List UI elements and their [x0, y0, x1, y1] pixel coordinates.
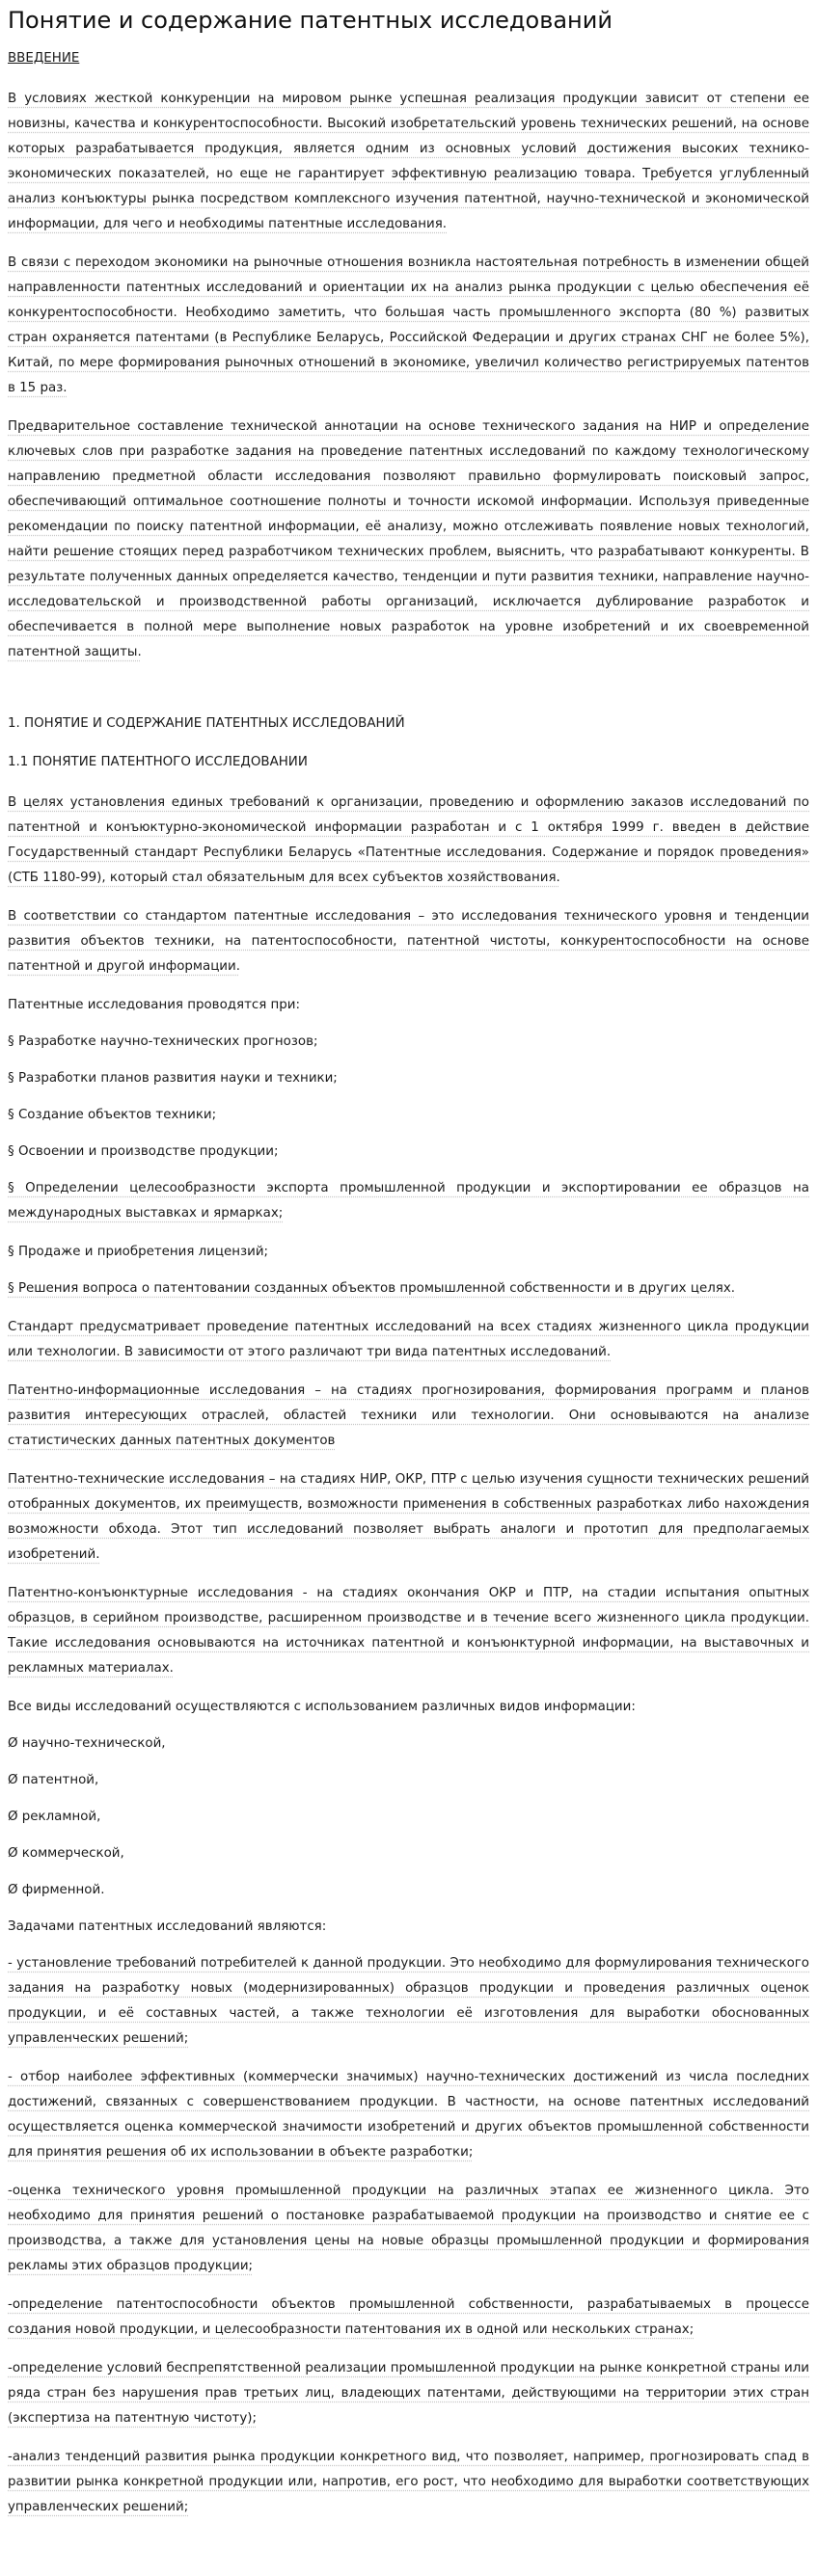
page-title: Понятие и содержание патентных исследований — [8, 7, 613, 34]
paragraph-definition: В соответствии со стандартом патентные исследования – это исследования технического уровня и тенденции развития объектов техники, на патентоспособности, патентной чистоты, конкурентоспособности на основе патентной и другой информации. — [8, 909, 809, 974]
list-item: § Продаже и приобретения лицензий; — [8, 1245, 269, 1259]
intro-heading: ВВЕДЕНИЕ — [8, 51, 80, 66]
list-item: Ø научно-технической, — [8, 1736, 166, 1751]
subsection-heading: 1.1 ПОНЯТИЕ ПАТЕНТНОГО ИССЛЕДОВАНИИ — [8, 755, 308, 769]
intro-paragraph-1: В условиях жесткой конкуренции на мировом рынке успешная реализация продукции зависит от степени ее новизны, качества и конкурентоспособности. Высокий изобретательский уровень технических решений, на основе которых разрабатывается продукция, является одним из основных условий достижения высоких технико-экономических показателей, но еще не гарантирует эффективную реализацию товара. Требуется углубленный анализ конъюктуры рынка посредством комплексного изучения патентной, научно-технической и экономической информации, для чего и необходимы патентные исследования. — [8, 92, 809, 231]
paragraph-market-research: Патентно-конъюнктурные исследования - на стадиях окончания ОКР и ПТР, на стадии испытания опытных образцов, в серийном производстве, расширенном производстве и в течение всего жизненного цикла продукции. Такие исследования основываются на источниках патентной и конъюнктурной информации, на выставочных и рекламных материалах. — [8, 1586, 809, 1676]
list-item: Ø патентной, — [8, 1773, 99, 1787]
task-item: - установление требований потребителей к данной продукции. Это необходимо для формулирования технического задания на разработку новых (модернизированных) образцов продукции и проведения различных оценок продукции, и её составных частей, а также технологии её изготовления для выработки обоснованных управленческих решений; — [8, 1956, 809, 2046]
paragraph-tech-research: Патентно-технические исследования – на стадиях НИР, ОКР, ПТР с целью изучения сущности технических решений отобранных документов, их преимуществ, возможности применения в собственных разработках либо нахождения возможности обхода. Этот тип исследований позволяет выбрать аналоги и прототип для предполагаемых изобретений. — [8, 1472, 809, 1562]
task-item: - отбор наиболее эффективных (коммерчески значимых) научно-технических достижений из числа последних достижений, связанных с совершенствованием продукции. В частности, на основе патентных исследований осуществляется оценка коммерческой значимости изобретений и других объектов промышленной собственности для принятия решения об их использовании в объекте разработки; — [8, 2070, 809, 2160]
list-item: § Освоении и производстве продукции; — [8, 1144, 279, 1159]
paragraph-conducted-when: Патентные исследования проводятся при: — [8, 998, 301, 1012]
paragraph-standard: В целях установления единых требований к организации, проведению и оформлению заказов исследований по патентной и конъюктурно-экономической информации разработан и с 1 октября 1999 г. введен в действие Государственный стандарт Республики Беларусь «Патентные исследования. Содержание и порядок проведения» (СТБ 1180-99), который стал обязательным для всех субъектов хозяйствования. — [8, 795, 809, 885]
list-item: Ø фирменной. — [8, 1883, 105, 1897]
task-item: -оценка технического уровня промышленной продукции на различных этапах ее жизненного цикла. Это необходимо для принятия решений о постановке разрабатываемой продукции на производство и снятие ее с производства, а также для установления цены на новые образцы промышленной продукции и формирования рекламы этих образцов продукции; — [8, 2184, 809, 2273]
list-item: § Разработки планов развития науки и техники; — [8, 1071, 338, 1086]
list-item: Ø рекламной, — [8, 1810, 101, 1824]
paragraph-info-research: Патентно-информационные исследования – на стадиях прогнозирования, формирования программ и планов развития интересующих отраслей, областей техники или технологии. Они основываются на анализе статистических данных патентных документов — [8, 1383, 809, 1448]
paragraph-stages: Стандарт предусматривает проведение патентных исследований на всех стадиях жизненного цикла продукции или технологии. В зависимости от этого различают три вида патентных исследований. — [8, 1320, 809, 1359]
section-spacer — [8, 679, 809, 713]
list-item: § Создание объектов техники; — [8, 1108, 217, 1122]
list-item: § Определении целесообразности экспорта промышленной продукции и экспортировании ее образцов на международных выставках и ярмарках; — [8, 1181, 809, 1221]
list-item: Ø коммерческой, — [8, 1846, 124, 1861]
paragraph-tasks-intro: Задачами патентных исследований являются: — [8, 1919, 327, 1934]
intro-paragraph-2: В связи с переходом экономики на рыночные отношения возникла настоятельная потребность в изменении общей направленности патентных исследований и ориентации их на анализ рынка продукции с целью обеспечения её конкурентоспособности. Необходимо заметить, что большая часть промышленного экспорта (80 %) развитых стран охраняется патентами (в Республике Беларусь, Российской Федерации и других странах СНГ не более 5%), Китай, по мере формирования рыночных отношений в экономике, увеличил количество регистрируемых патентов в 15 раз. — [8, 255, 809, 395]
list-item: § Разработке научно-технических прогнозов; — [8, 1034, 318, 1049]
list-item: § Решения вопроса о патентовании созданных объектов промышленной собственности и в других целях. — [8, 1281, 735, 1296]
task-item: -определение условий беспрепятственной реализации промышленной продукции на рынке конкретной страны или ряда стран без нарушения прав третьих лиц, владеющих патентами, действующими на территории этих стран (экспертиза на патентную чистоту); — [8, 2361, 809, 2426]
section-heading: 1. ПОНЯТИЕ И СОДЕРЖАНИЕ ПАТЕНТНЫХ ИССЛЕДОВАНИЙ — [8, 716, 405, 731]
paragraph-info-types: Все виды исследований осуществляются с использованием различных видов информации: — [8, 1700, 636, 1714]
intro-paragraph-3: Предварительное составление технической аннотации на основе технического задания на НИР и определение ключевых слов при разработке задания на проведение патентных исследований по каждому технологическому направлению предметной области исследования позволяют правильно формулировать поисковый запрос, обеспечивающий оптимальное соотношение полноты и точности искомой информации. Используя приведенные рекомендации по поиску патентной информации, её анализу, можно отслеживать появление новых технологий, найти решение стоящих перед разработчиком технических проблем, выяснить, что разрабатывают конкуренты. В результате полученных данных определяется качество, тенденции и пути развития техники, направление научно-исследовательской и производственной работы организаций, исключается дублирование разработок и обеспечивается в полной мере выполнение новых разработок на уровне изобретений и их своевременной патентной защиты. — [8, 419, 809, 659]
task-item: -определение патентоспособности объектов промышленной собственности, разрабатываемых в процессе создания новой продукции, и целесообразности патентования их в одной или нескольких странах; — [8, 2297, 809, 2337]
task-item: -анализ тенденций развития рынка продукции конкретного вид, что позволяет, например, прогнозировать спад в развитии рынка конкретной продукции или, напротив, его рост, что необходимо для выработки соответствующих управленческих решений; — [8, 2450, 809, 2514]
